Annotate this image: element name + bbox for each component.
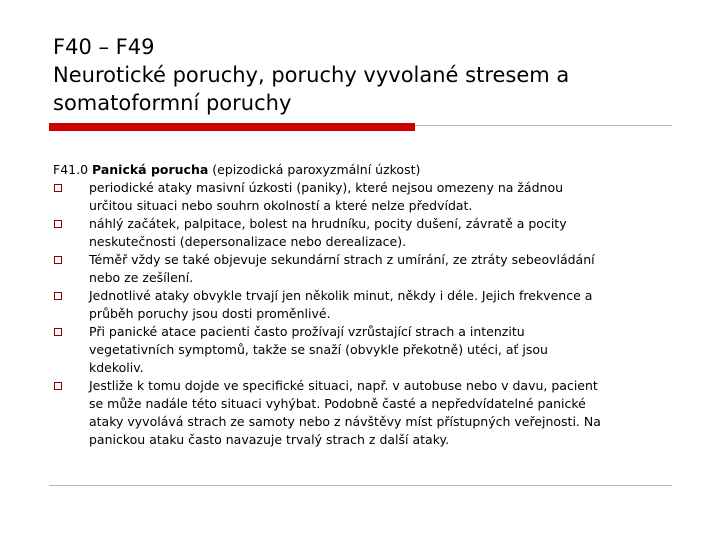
slide-title xyxy=(53,33,693,117)
bullet-item xyxy=(53,377,673,449)
slide-title-line: Neurotické poruchy, poruchy vyvolané stresem a xyxy=(53,63,570,87)
bullet-list xyxy=(53,179,673,449)
bullet-text-line: kdekoliv. xyxy=(89,360,144,375)
bullet-text-line: panickou ataku často navazuje trvalý strach z další ataky. xyxy=(89,432,450,447)
bullet-text-line: Jestliže k tomu dojde ve specifické situaci, např. v autobuse nebo v davu, pacient xyxy=(89,378,598,393)
square-bullet-icon xyxy=(54,256,62,264)
slide-title-line: F40 – F49 xyxy=(53,35,155,59)
bullet-text-line: Při panické atace pacienti často prožívají vzrůstající strach a intenzitu xyxy=(89,324,525,339)
section-note: (epizodická paroxyzmální úzkost) xyxy=(208,162,421,177)
section-code: F41.0 xyxy=(53,162,92,177)
slide-body xyxy=(53,161,673,449)
bullet-item xyxy=(53,215,673,251)
square-bullet-icon xyxy=(54,292,62,300)
bullet-text-line: nebo ze zešílení. xyxy=(89,270,194,285)
section-heading xyxy=(53,161,673,179)
bullet-text-line: náhlý začátek, palpitace, bolest na hrudníku, pocity dušení, závratě a pocity xyxy=(89,216,567,231)
bullet-text-line: periodické ataky masivní úzkosti (paniky), které nejsou omezeny na žádnou xyxy=(89,180,564,195)
bullet-text-line: Jednotlivé ataky obvykle trvají jen několik minut, někdy i déle. Jejich frekvence a xyxy=(89,288,593,303)
bullet-text-line: Téměř vždy se také objevuje sekundární strach z umírání, ze ztráty sebeovládání xyxy=(89,252,595,267)
bullet-item xyxy=(53,179,673,215)
bullet-item xyxy=(53,287,673,323)
bullet-text-line: průběh poruchy jsou dosti proměnlivé. xyxy=(89,306,331,321)
bullet-text-line: neskutečnosti (depersonalizace nebo derealizace). xyxy=(89,234,407,249)
bullet-item xyxy=(53,251,673,287)
square-bullet-icon xyxy=(54,184,62,192)
section-name: Panická porucha xyxy=(92,162,209,177)
square-bullet-icon xyxy=(54,220,62,228)
bullet-text-line: ataky vyvolává strach ze samoty nebo z návštěvy míst přístupných veřejnosti. Na xyxy=(89,414,601,429)
square-bullet-icon xyxy=(54,328,62,336)
title-accent-bar xyxy=(49,123,415,131)
footer-divider xyxy=(49,485,672,486)
bullet-item xyxy=(53,323,673,377)
square-bullet-icon xyxy=(54,382,62,390)
bullet-text-line: se může nadále této situaci vyhýbat. Podobně časté a nepředvídatelné panické xyxy=(89,396,586,411)
slide-title-line: somatoformní poruchy xyxy=(53,91,292,115)
bullet-text-line: vegetativních symptomů, takže se snaží (obvykle překotně) utéci, ať jsou xyxy=(89,342,548,357)
bullet-text-line: určitou situaci nebo souhrn okolností a které nelze předvídat. xyxy=(89,198,473,213)
